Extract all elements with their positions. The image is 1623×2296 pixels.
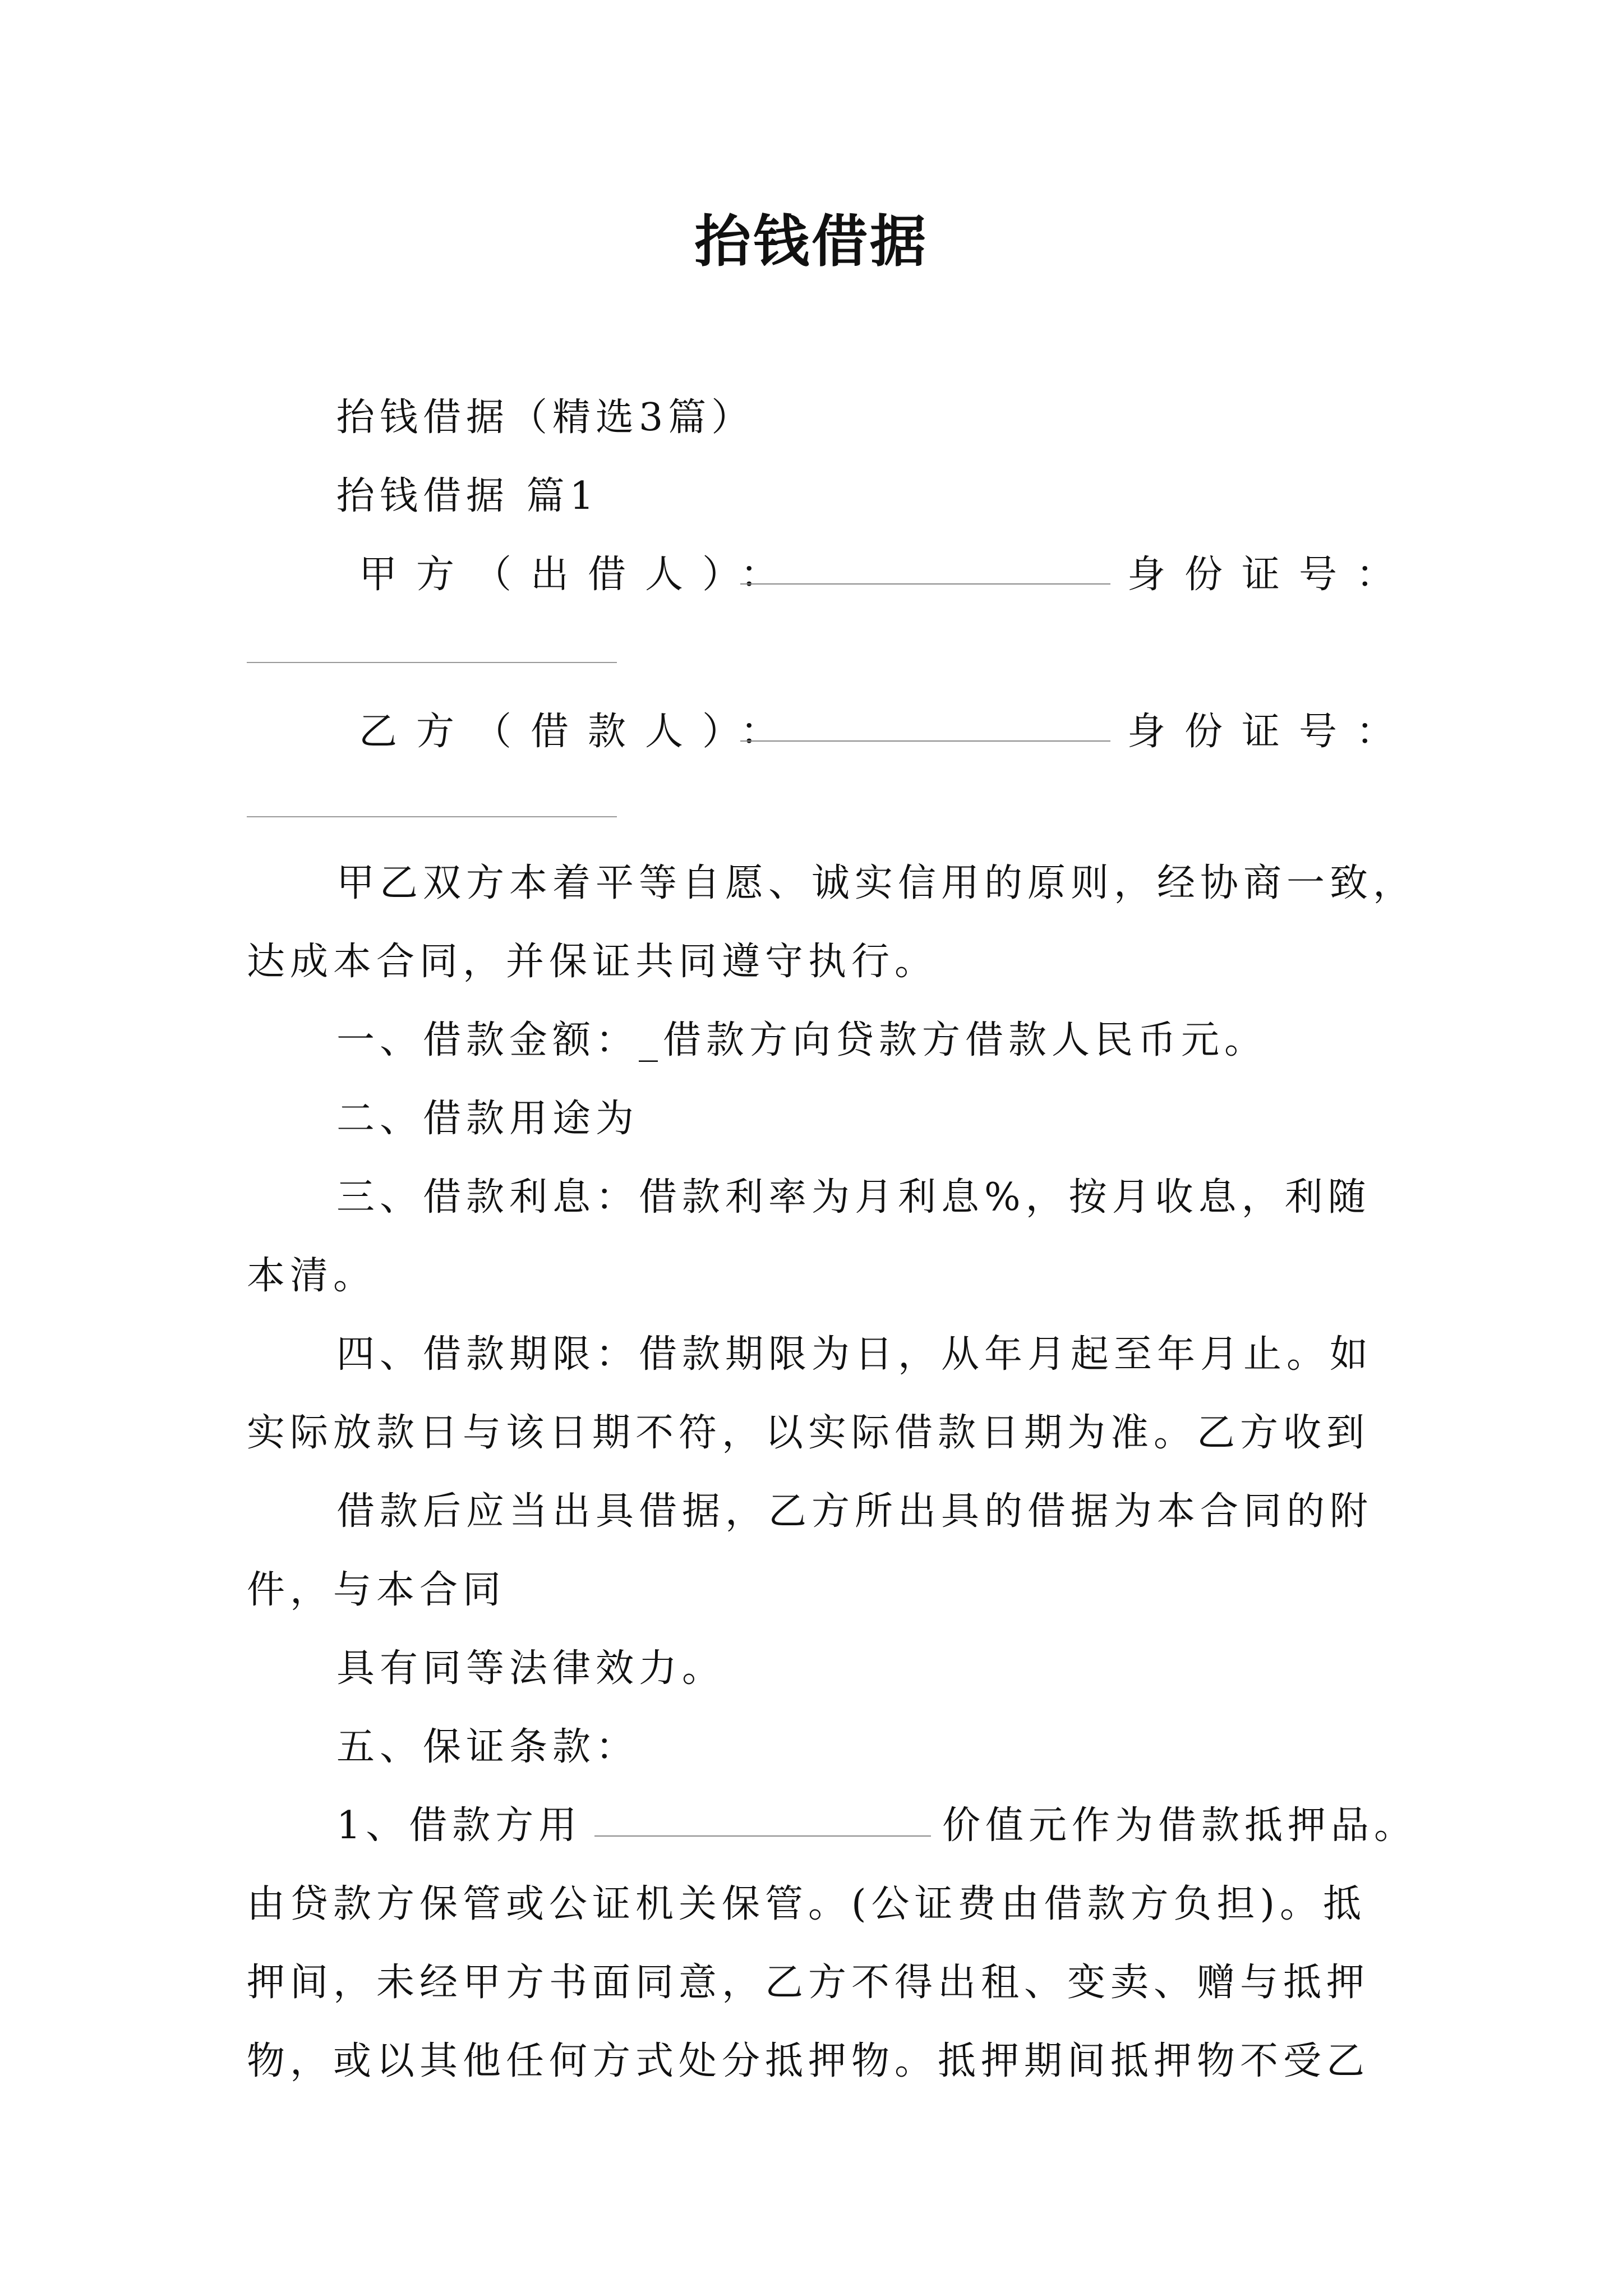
document-title: 抬钱借据 <box>695 208 928 274</box>
clause-5-1-suffix: 价值元作为借款抵押品。 <box>942 1803 1418 1848</box>
party-b-label: 乙方（借款人）： <box>359 710 798 754</box>
intro-paragraph-line: 达成本合同，并保证共同遵守执行。 <box>247 940 938 984</box>
clause-4-line: 具有同等法律效力。 <box>336 1646 726 1691</box>
clause-4-line: 件，与本合同 <box>247 1568 506 1612</box>
document-subtitle: 抬钱借据（精选3篇） <box>336 395 755 440</box>
clause-4-line: 借款后应当出具借据，乙方所出具的借据为本合同的附 <box>336 1489 1373 1534</box>
section-heading: 抬钱借据 篇1 <box>336 474 599 518</box>
party-a-id-label: 身份证号： <box>1127 553 1414 597</box>
party-a-id-blank <box>247 662 617 663</box>
clause-2: 二、借款用途为 <box>336 1097 639 1141</box>
clause-5-1-line: 由贷款方保管或公证机关保管。(公证费由借款方负担)。抵 <box>247 1882 1367 1926</box>
clause-5-1-line: 押间，未经甲方书面同意，乙方不得出租、变卖、赠与抵押 <box>247 1961 1370 2005</box>
clause-5-1-prefix: 1、借款方用 <box>336 1803 582 1848</box>
clause-4-line: 实际放款日与该日期不符，以实际借款日期为准。乙方收到 <box>247 1411 1370 1455</box>
clause-4-line: 四、借款期限：借款期限为日，从年月起至年月止。如 <box>336 1332 1373 1377</box>
clause-3-line: 本清。 <box>247 1254 377 1298</box>
clause-1: 一、借款金额：_借款方向贷款方借款人民币元。 <box>336 1018 1268 1062</box>
intro-paragraph-line: 甲乙双方本着平等自愿、诚实信用的原则，经协商一致， <box>336 861 1417 905</box>
party-b-id-blank <box>247 816 617 817</box>
party-b-name-blank <box>740 707 1110 742</box>
party-a-label: 甲方（出借人）： <box>359 553 798 597</box>
party-b-id-label: 身份证号： <box>1127 710 1414 754</box>
clause-5: 五、保证条款： <box>336 1725 639 1769</box>
party-a-name-blank <box>740 550 1110 585</box>
clause-3-line: 三、借款利息：借款利率为月利息%，按月收息，利随 <box>336 1175 1371 1220</box>
clause-5-1-line: 物，或以其他任何方式处分抵押物。抵押期间抵押物不受乙 <box>247 2039 1370 2083</box>
collateral-blank <box>594 1802 931 1837</box>
